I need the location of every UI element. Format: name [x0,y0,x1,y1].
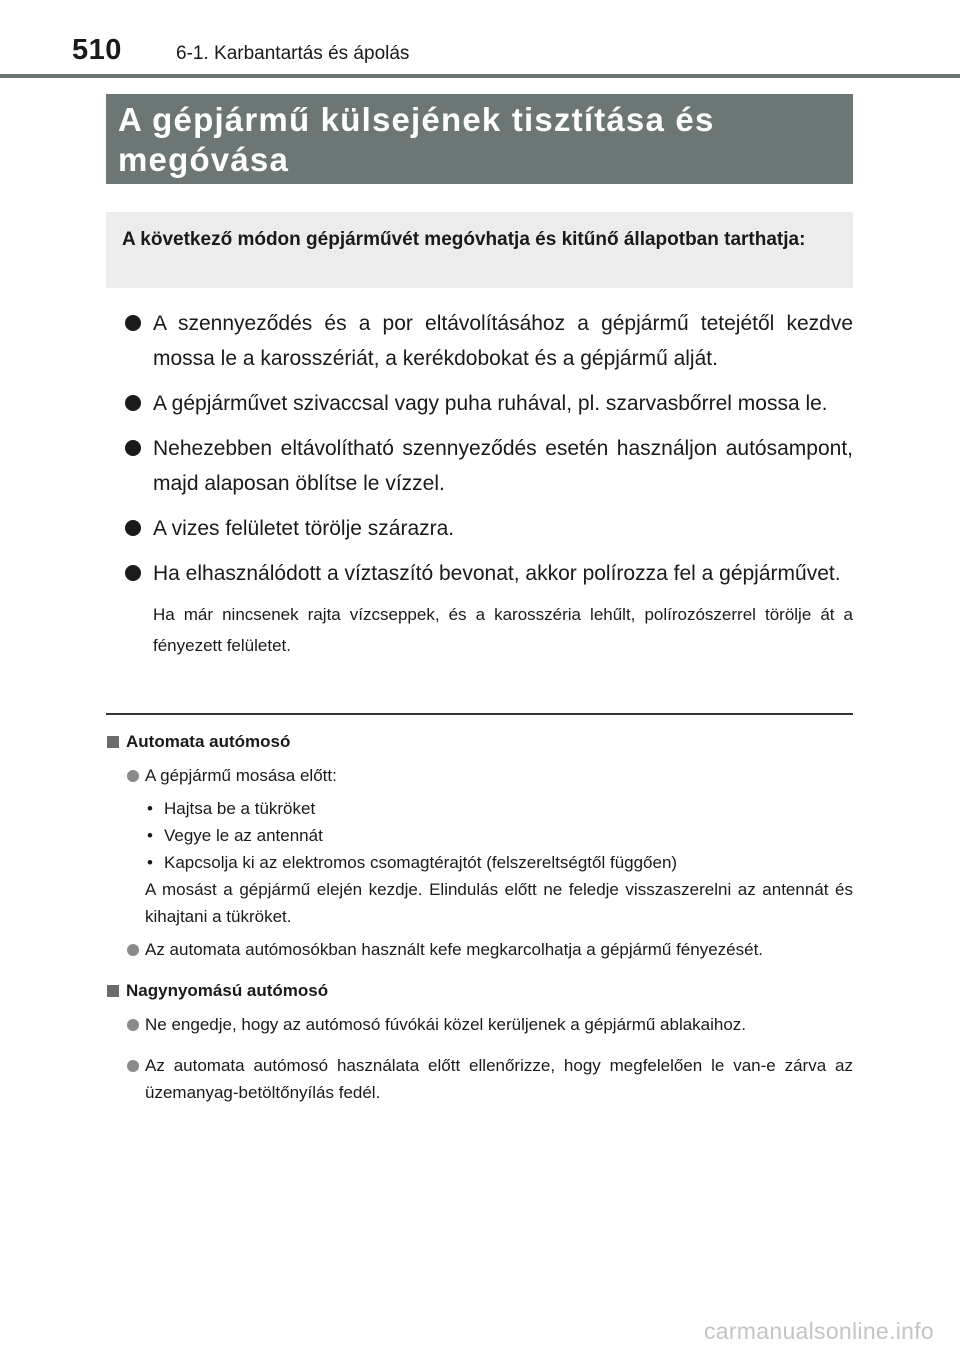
square-bullet-icon [107,736,119,748]
automata-heading [106,728,853,756]
polish-note: Ha már nincsenek rajta vízcseppek, és a karosszéria lehűlt, polírozószerrel törölje át a fényezett felületet. [153,605,853,655]
bullet-dot-icon [125,565,141,581]
small-bullet-icon: • [147,799,153,818]
list-item [145,822,853,849]
before-wash-list [106,795,853,876]
list-item [123,556,853,591]
list-item [145,795,853,822]
list-item [106,1052,853,1106]
list-item [123,386,853,421]
main-bullet-list [123,306,853,661]
list-item [145,849,853,876]
section-title: 6-1. Karbantartás és ápolás [176,43,410,64]
list-item-text: Ha elhasználódott a víztaszító bevonat, akkor polírozza fel a gépjárművet. [153,562,841,585]
nagynyomasu-heading-text: Nagynyomású autómosó [126,981,329,1000]
list-item-text: Hajtsa be a tükröket [164,799,316,818]
intro-box [106,212,853,288]
list-item-text: A szennyeződés és a por eltávolításához a gépjármű tetejétől kezdve mossa le a karosszériát, a kerékdobokat és a gépjármű alját. [153,312,853,370]
page-title-line-1: A gépjármű külsejének tisztítása és [118,101,715,138]
page-title-line-2: megóvása [118,141,290,178]
circle-bullet-icon [127,1060,139,1072]
small-bullet-icon: • [147,853,153,872]
list-item-text: Az automata autómosókban használt kefe megkarcolhatja a gépjármű fényezését. [145,940,764,959]
list-item-text: A vizes felületet törölje szárazra. [153,517,455,540]
list-item-text: Az automata autómosó használata előtt ellenőrizze, hogy megfelelően le van-e zárva az üzemanyag-betöltőnyílás fedél. [145,1056,853,1102]
intro-text: A következő módon gépjárművét megóvhatja és kitűnő állapotban tarthatja: [122,229,806,250]
bullet-dot-icon [125,520,141,536]
list-item-text: A gépjármű mosása előtt: [145,766,337,785]
list-item-text: Nehezebben eltávolítható szennyeződés esetén használjon autósampont, majd alaposan öblítse le vízzel. [153,437,853,495]
section-divider [106,713,853,715]
header-rule [0,74,960,78]
bullet-dot-icon [125,440,141,456]
list-item-text: A gépjárművet szivaccsal vagy puha ruhával, pl. szarvasbőrrel mossa le. [153,392,828,415]
circle-bullet-icon [127,770,139,782]
list-item-text: Kapcsolja ki az elektromos csomagtérajtót (felszereltségtől függően) [164,853,678,872]
bullet-dot-icon [125,315,141,331]
circle-bullet-icon [127,944,139,956]
page-header [0,0,960,80]
automata-heading-text: Automata autómosó [126,732,291,751]
nagynyomasu-heading [106,977,853,1005]
list-item-text: Vegye le az antennát [164,826,323,845]
list-item [123,511,853,546]
list-item [106,762,853,789]
title-bar [106,94,853,184]
square-bullet-icon [107,985,119,997]
bullet-dot-icon [125,395,141,411]
page-number: 510 [72,34,122,66]
list-item [106,936,853,963]
circle-bullet-icon [127,1019,139,1031]
list-item [106,1011,853,1038]
wash-instructions: A mosást a gépjármű elején kezdje. Elindulás előtt ne feledje visszaszerelni az antennát és kihajtani a tükröket. [145,880,853,926]
watermark: carmanualsonline.info [703,1318,934,1344]
list-item [123,306,853,376]
small-bullet-icon: • [147,826,153,845]
list-item [123,431,853,501]
list-item-text: Ne engedje, hogy az autómosó fúvókái közel kerüljenek a gépjármű ablakaihoz. [145,1015,747,1034]
washing-notes [106,728,853,1106]
